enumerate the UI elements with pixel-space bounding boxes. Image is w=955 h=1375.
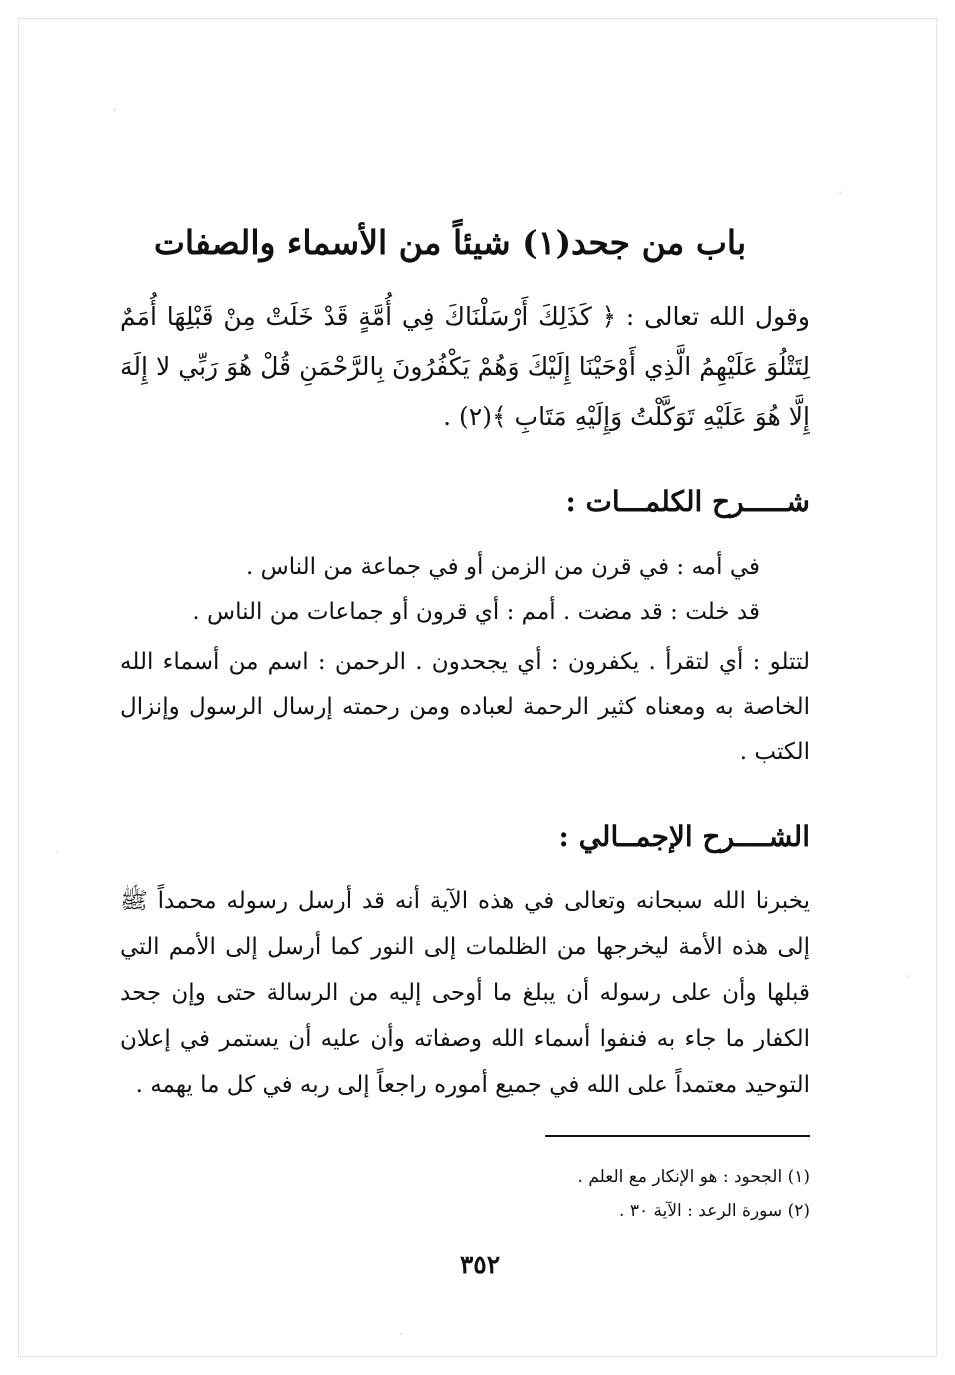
chapter-title: باب من جحد(١) شيئاً من الأسماء والصفات [153,223,747,262]
word-explanation-line: في أمه : في قرن من الزمن أو في جماعة من الناس . [246,554,760,580]
word-explanation-line: قد خلت : قد مضت . أمم : أي قرون أو جماعات من الناس . [192,599,760,625]
word-explanation-heading: شـــــرح الكلمـــات : [565,485,810,518]
page-number: ٣٥٢ [459,1250,501,1279]
summary-paragraph: يخبرنا الله سبحانه وتعالى في هذه الآية أنه قد أرسل رسوله محمداً ﷺ إلى هذه الأمة ليخرجها من الظلمات إلى النور كما أرسل إلى الأمم التي قبلها وأن على رسوله أن يبلغ ما أوحى إليه من الرسالة حتى وإن جحد الكفار ما جاء به فنفوا أسماء الله وصفاته وأن عليه أن يستمر في إعلان التوحيد معتمداً على الله في جميع أموره راجعاً إلى ربه في كل ما يهمه . [120,888,810,1098]
word-explanation-paragraph: لتتلو : أي لتقرأ . يكفرون : أي يجحدون . الرحمن : اسم من أسماء الله الخاصة به ومعناه كثير الرحمة لعباده ومن رحمته إرسال الرسول وإنزال الكتب . [120,649,810,765]
word-explanation-lines [120,545,760,635]
summary-heading: الشــــرح الإجمــالي : [558,820,810,853]
quran-verse: وقول الله تعالى : ﴿ كَذَلِكَ أَرْسَلْنَاكَ فِي أُمَّةٍ قَدْ خَلَتْ مِنْ قَبْلِهَا أُمَمٌ لِتَتْلُوَ عَلَيْهِمُ الَّذِي أَوْحَيْنَا إِلَيْكَ وَهُمْ يَكْفُرُونَ بِالرَّحْمَنِ قُلْ هُوَ رَبِّي لا إِلَهَ إِلَّا هُوَ عَلَيْهِ تَوَكَّلْتُ وَإِلَيْهِ مَتَابِ ﴾(٢) . [120,302,810,431]
footnotes [400,1160,810,1228]
footnote-separator [545,1135,810,1137]
footnote-item: (١) الجحود : هو الإنكار مع العلم . [577,1167,810,1187]
footnote-item: (٢) سورة الرعد : الآية ٣٠ . [619,1201,810,1221]
